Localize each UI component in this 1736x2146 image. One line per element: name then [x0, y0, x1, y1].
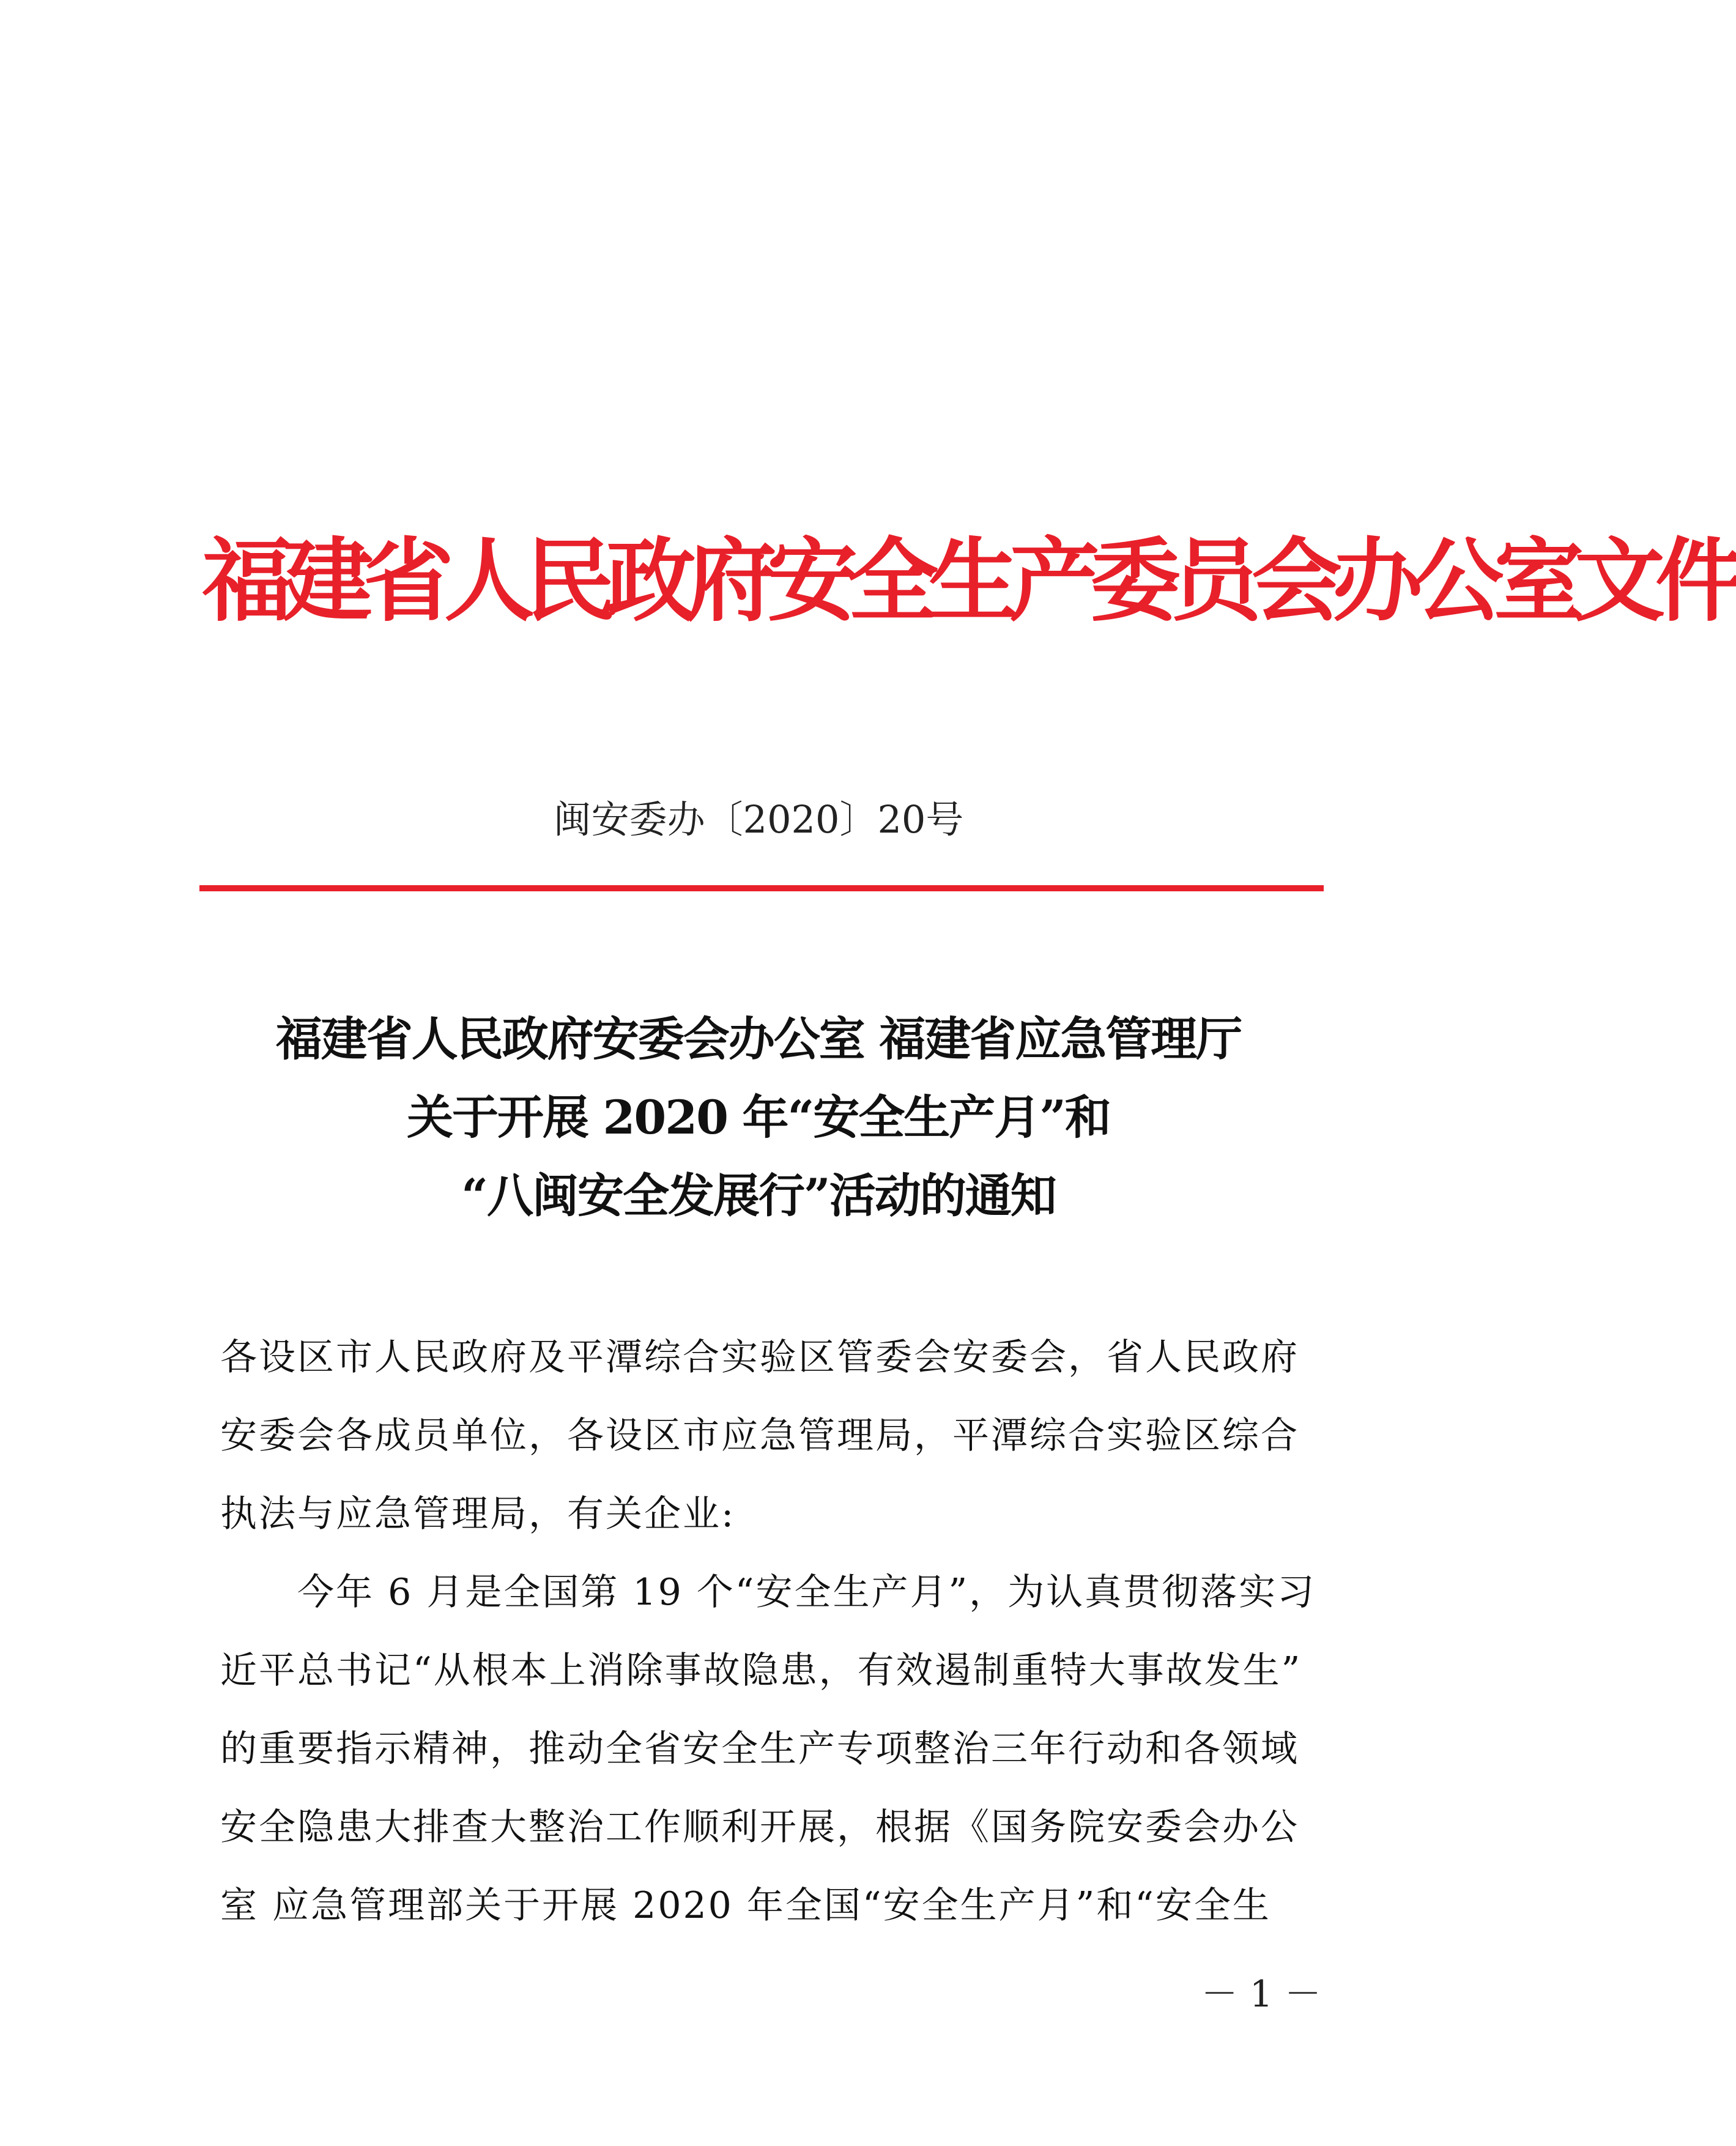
notice-title-line-1: 福建省人民政府安委会办公室 福建省应急管理厅 [275, 1012, 1242, 1066]
body-line: 的重要指示精神，推动全省安全生产专项整治三年行动和各领域 [220, 1728, 1299, 1770]
notice-title-line-3: “八闽安全发展行”活动的通知 [461, 1168, 1056, 1223]
page-number: － 1 － [1201, 1973, 1321, 2016]
issuer-header-title: 福建省人民政府安全生产委员会办公室文件 [202, 529, 1736, 634]
body-line: 各设区市人民政府及平潭综合实验区管委会安委会，省人民政府 [220, 1336, 1299, 1379]
body-line: 室 应急管理部关于开展 2020 年全国“安全生产月”和“安全生 [220, 1884, 1271, 1927]
body-line: 执法与应急管理局，有关企业: [220, 1493, 736, 1535]
body-line: 近平总书记“从根本上消除事故隐患，有效遏制重特大事故发生” [220, 1649, 1302, 1692]
notice-title [184, 1000, 1334, 1235]
document-number: 闽安委办〔2020〕20号 [553, 797, 964, 842]
body-line: 安全隐患大排查大整治工作顺利开展，根据《国务院安委会办公 [220, 1806, 1299, 1849]
notice-title-line-2: 关于开展 2020 年“安全生产月”和 [407, 1090, 1110, 1145]
body-line: 安委会各成员单位，各设区市应急管理局，平潭综合实验区综合 [220, 1414, 1299, 1457]
notice-body [220, 1318, 1316, 1945]
body-line: 今年 6 月是全国第 19 个“安全生产月”，为认真贯彻落实习 [220, 1571, 1316, 1614]
red-separator-line [199, 885, 1324, 891]
